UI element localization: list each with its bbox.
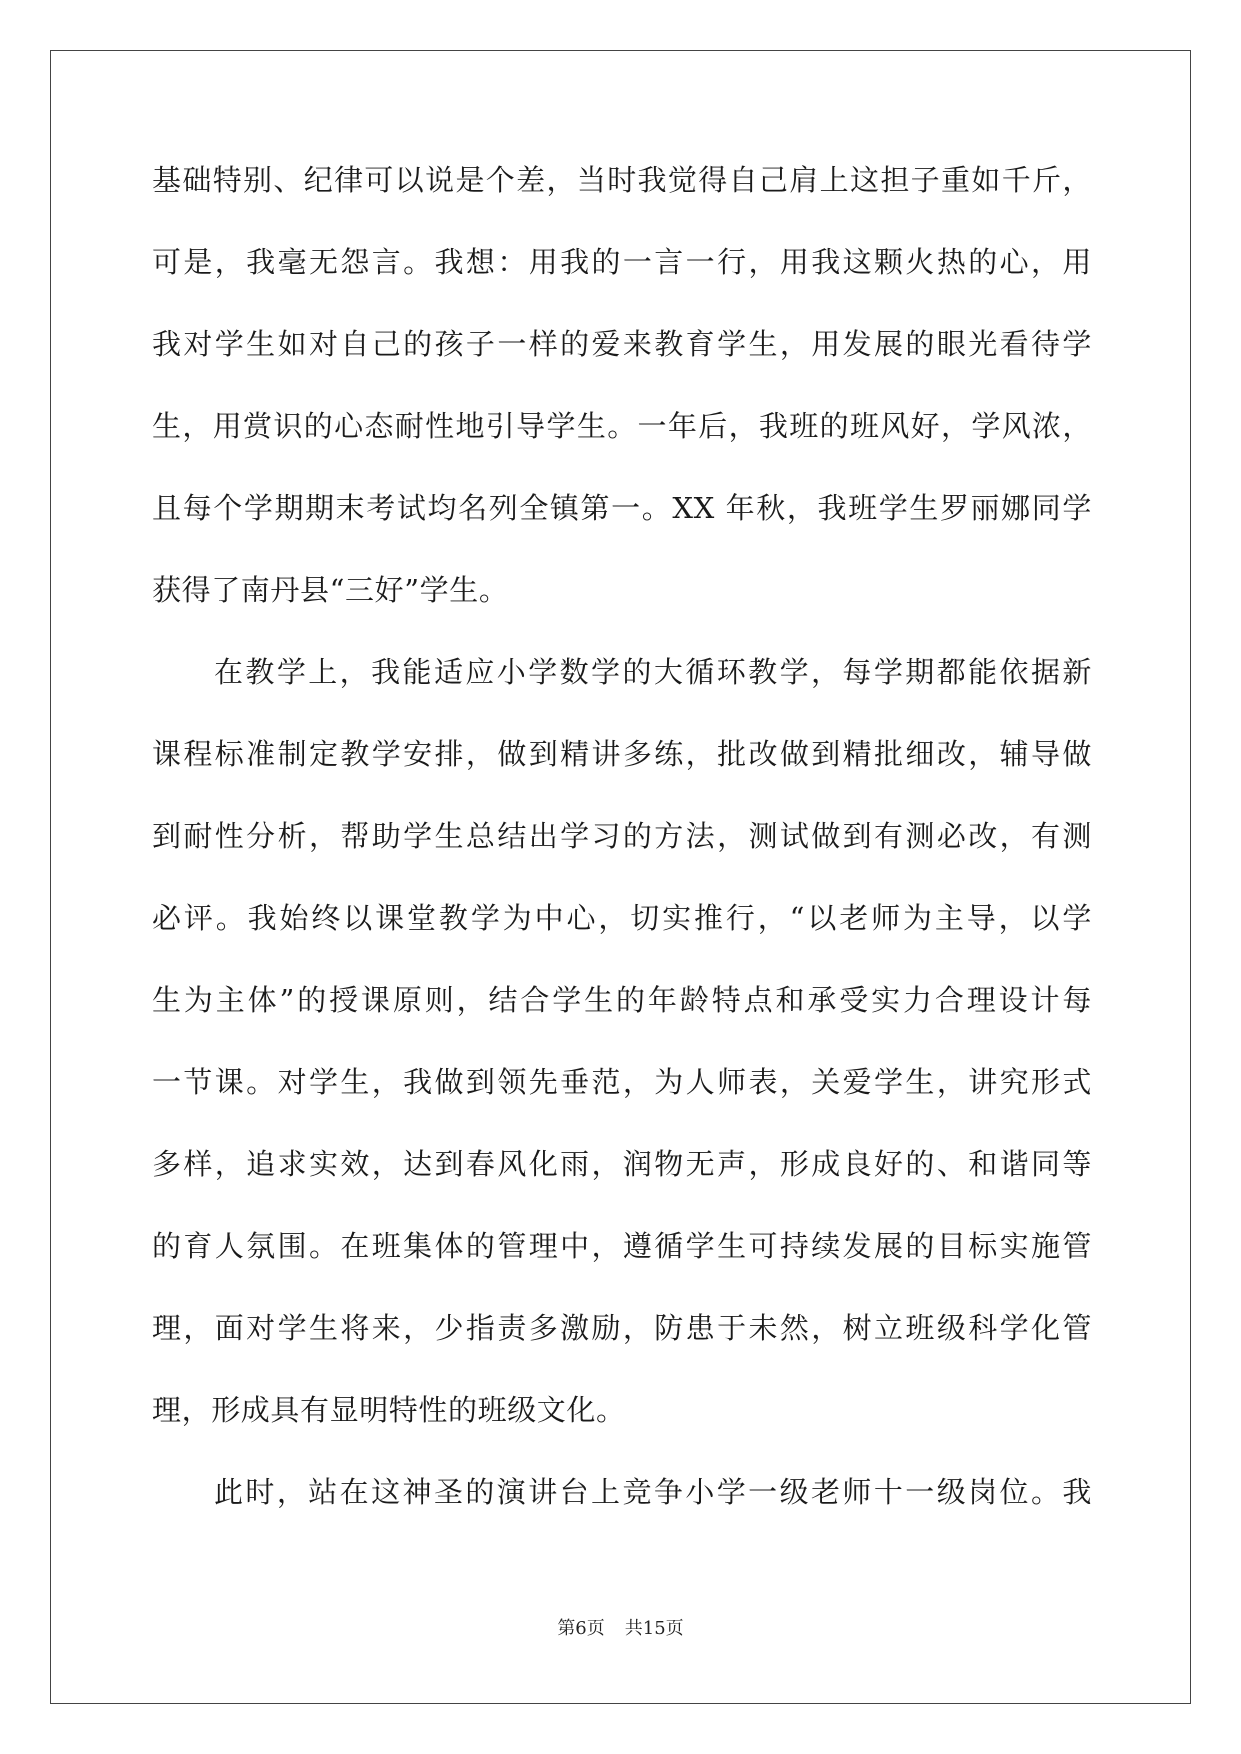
- page-footer: [0, 1617, 1241, 1641]
- text-line: 生，用赏识的心态耐性地引导学生。一年后，我班的班风好，学风浓，: [152, 409, 1092, 443]
- text-line: 多样，追求实效，达到春风化雨，润物无声，形成良好的、和谐同等: [152, 1147, 1092, 1181]
- document-body: [152, 160, 1092, 1554]
- text-line: 的育人氛围。在班集体的管理中，遵循学生可持续发展的目标实施管: [152, 1229, 1092, 1263]
- text-line: 理，面对学生将来，少指责多激励，防患于未然，树立班级科学化管: [152, 1311, 1092, 1345]
- text-line: 我对学生如对自己的孩子一样的爱来教育学生，用发展的眼光看待学: [152, 327, 1092, 361]
- text-line: 一节课。对学生，我做到领先垂范，为人师表，关爱学生，讲究形式: [152, 1065, 1092, 1099]
- text-line: 可是，我毫无怨言。我想：用我的一言一行，用我这颗火热的心，用: [152, 245, 1092, 279]
- text-line: 基础特别、纪律可以说是个差，当时我觉得自己肩上这担子重如千斤，: [152, 163, 1092, 197]
- page-number-total: 共15页: [624, 1618, 684, 1639]
- text-line: 且每个学期期末考试均名列全镇第一。XX 年秋，我班学生罗丽娜同学: [152, 491, 1092, 525]
- page-number-current: 第6页: [557, 1618, 605, 1639]
- text-line: 理，形成具有显明特性的班级文化。: [152, 1393, 626, 1427]
- paragraph-first-line: 在教学上，我能适应小学数学的大循环教学，每学期都能依据新: [214, 655, 1092, 689]
- text-line: 获得了南丹县“三好”学生。: [152, 573, 509, 607]
- text-line: 到耐性分析，帮助学生总结出学习的方法，测试做到有测必改，有测: [152, 819, 1092, 853]
- text-line: 课程标准制定教学安排，做到精讲多练，批改做到精批细改，辅导做: [152, 737, 1092, 771]
- text-line: 必评。我始终以课堂教学为中心，切实推行，“以老师为主导，以学: [152, 901, 1092, 935]
- text-line: 生为主体”的授课原则，结合学生的年龄特点和承受实力合理设计每: [152, 983, 1092, 1017]
- paragraph-first-line: 此时，站在这神圣的演讲台上竞争小学一级老师十一级岗位。我: [214, 1475, 1092, 1509]
